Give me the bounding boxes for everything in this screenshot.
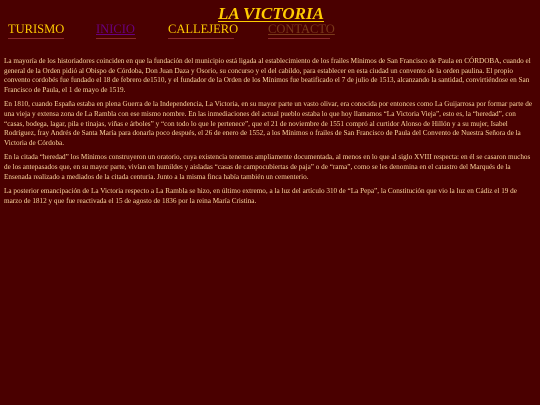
nav-link-turismo[interactable]: TURISMO — [8, 22, 65, 36]
history-content — [4, 57, 536, 211]
nav-link-inicio[interactable]: INICIO — [96, 22, 135, 36]
nav-underline — [8, 38, 64, 39]
nav-underline — [268, 38, 330, 39]
nav-link-callejero[interactable]: CALLEJERO — [168, 22, 239, 36]
history-paragraph: La mayoría de los historiadores coinciden en que la fundación del municipio está ligada al establecimiento de los frailes Mínimos de San Francisco de Paula en CÓRDOBA, cuando el general de la Orden pidió al Obispo de Córdoba, Don Juan Daza y Osorio, su concurso y el del cabildo, para establecer en esta ciudad un convento de la orden paulina. El propio convento cordobés fue fundado el 18 de febrero de1510, y el fundador de la Orden de los Mínimos fue beatificado el 7 de julio de 1513, alcanzando la santidad, convirtiéndose en San Francisco de Paula, el 1 de mayo de 1519. — [4, 57, 531, 94]
nav-underline — [96, 38, 136, 39]
site-title: LA VICTORIA — [218, 4, 324, 23]
nav-underline — [168, 38, 234, 39]
history-paragraph: En la citada “heredad” los Mínimos construyeron un oratorio, cuya existencia tenemos ampliamente documentada, al menos en lo que al siglo XVIII respecta: en él se casaron muchos de los antepasados que, en su mayor parte, vivían en humildes y aisladas “casas de campocubiertas de paja” o de “rama”, como se les denomina en el catastro del Marqués de la Ensenada realizado a mediados de la citada centuria. Junto a la misma finca había también un cementerio. — [4, 153, 531, 181]
history-paragraph: En 1810, cuando España estaba en plena Guerra de la Independencia, La Victoria, en su mayor parte un vasto olivar, era conocida por entonces como La Guijarrosa por formar parte de una vieja y extensa zona de La Rambla con ese mismo nombre. En las inmediaciones del actual pueblo estaba lo que hoy llamamos “La Victoria Vieja”, esto es, la “heredad”, con “casas, bodega, lagar, pila e tinajas, viñas e árboles” y “con todo lo que le pertenece”, que el 21 de noviembre de 1551 compró al curtidor Alonso de Hillón y a su mujer, Isabel Rodríguez, fray Andrés de Santa María para donarla poco después, el 26 de enero de 1552, a los Mínimos o frailes de San Francisco de Paula del Convento de Nuestra Señora de la Victoria de Córdoba. — [4, 100, 533, 147]
history-paragraph: La posterior emancipación de La Victoria respecto a La Rambla se hizo, en último extremo, a la luz del artículo 310 de “La Pepa”, la Constitución que vio la luz en Cádiz el 19 de marzo de 1812 y que fue reactivada el 15 de agosto de 1836 por la reina María Cristina. — [4, 187, 517, 205]
nav-link-contacto[interactable]: CONTACTO — [268, 22, 335, 36]
